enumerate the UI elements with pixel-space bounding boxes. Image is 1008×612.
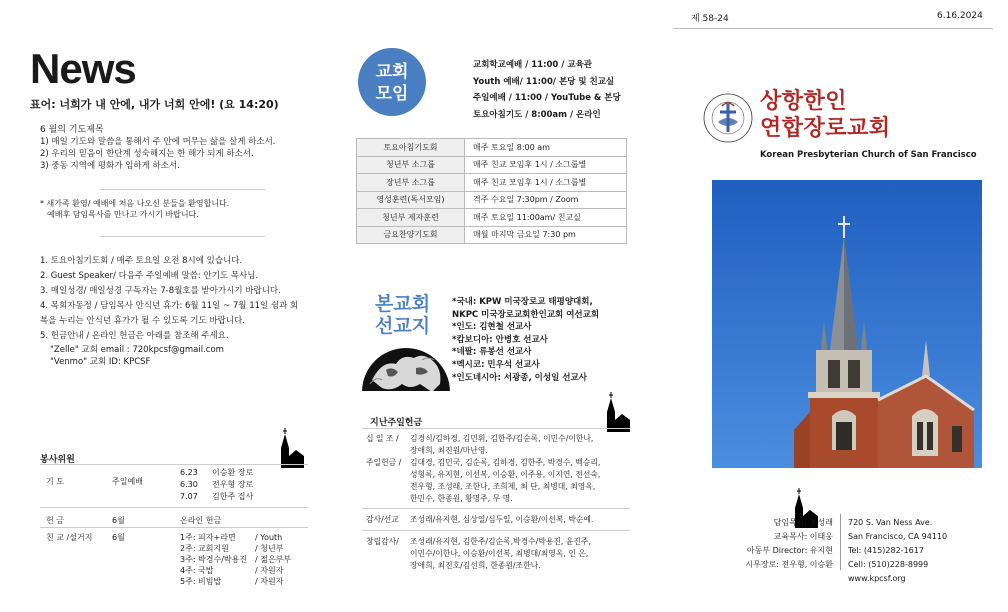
welcome-line: * 새가족 환영/ 예배에 처음 나오신 분들을 환영합니다. — [40, 199, 230, 208]
prayer-duty-names — [212, 467, 253, 503]
group-item: / Youth — [255, 533, 283, 542]
church-building-photo — [712, 180, 982, 468]
issue-date: 6.16.2024 — [937, 11, 983, 21]
globe-icon — [362, 340, 450, 392]
top-divider — [673, 28, 993, 29]
schedule-item: 교회학교예배 / 11:00 / 교육관 — [473, 60, 593, 70]
church-name-line: 연합장로교회 — [760, 116, 891, 141]
duty-date: 6.23 — [180, 468, 198, 477]
group-item: / 젊은부부 — [255, 555, 292, 564]
tithe-names — [410, 433, 593, 457]
schedule-item: 토요아침기도 / 8:00am / 온라인 — [473, 109, 601, 120]
welcome-line: 예배후 담임목사를 만나고 가시기 바랍니다. — [47, 210, 199, 219]
names-line: 조성래/유지현, 심상열/심두일, 이승환/이선복, 박순예. — [410, 515, 594, 524]
names-line: 김대경, 김민국, 김순록, 김하경, 김한주, 박경수, 백승리, — [410, 458, 601, 467]
meeting-time: 매주 친교 모임후 1시 / 소그룹별 — [465, 156, 627, 174]
names-line: 이민수/이한나, 이승환/이선복, 최병대/최영옥, 인 은, — [410, 549, 589, 558]
names-line: 김경식/김하경, 김민휘, 김한주/김순록, 이민수/이한나, — [410, 434, 594, 443]
service-team-title: 봉사위원 — [40, 455, 75, 465]
mission-item: *캄보디아: 안병호 선교사 — [452, 334, 548, 345]
news-title: News — [30, 45, 136, 92]
thanks-label: 감사/선교 — [366, 515, 399, 524]
tithe-label: 십 일 조 / — [366, 434, 399, 443]
issue-number: 제 58-24 — [691, 14, 729, 24]
notice-item: 5. 헌금안내 / 온라인 헌금은 아래를 참조해 주세요. — [40, 331, 229, 341]
mission-item: *인도네시아: 서광종, 이성일 선교사 — [452, 372, 587, 383]
prayer-duty-sub: 주일예배 — [112, 477, 143, 486]
fellowship-weeks — [180, 532, 247, 587]
missions-title-line: 선교지 — [375, 315, 431, 337]
prayer-item: 1) 매일 기도와 말씀을 통해서 주 안에 머무는 삶을 살게 하소서. — [40, 137, 276, 147]
divider — [40, 527, 308, 528]
notice-item: 4. 목회자동정 / 담임목사 안식년 휴가: 6월 11일 ~ 7월 11일 쉼과 회 — [40, 301, 299, 311]
meeting-name: 토요아침기도회 — [357, 139, 465, 157]
church-name-korean — [760, 88, 891, 142]
founding-thanks-names — [410, 536, 591, 572]
meeting-time: 매월 마지막 금요일 7:30 pm — [465, 226, 627, 244]
prayer-duty-dates — [180, 467, 198, 503]
divider — [362, 508, 630, 509]
meeting-time: 매주 친교 모임후 1시 / 소그룹별 — [465, 174, 627, 192]
week-item: 2주: 교회지원 — [180, 544, 229, 553]
offering-duty-label: 헌 금 — [46, 516, 64, 525]
table-row — [357, 226, 627, 244]
divider — [40, 464, 308, 465]
notice-item: 복을 누리는 안식년 휴가가 될 수 있도록 기도 바랍니다. — [40, 316, 245, 326]
notice-item: 1. 토요아침기도회 / 매주 토요일 오전 8시에 있습니다. — [40, 256, 243, 266]
divider — [100, 236, 265, 237]
duty-date: 6.30 — [180, 480, 198, 489]
staff-item: 시무장로: 전우형, 이승환 — [745, 560, 833, 569]
thanks-names — [410, 514, 593, 526]
staff-item: 교육목사: 이태웅 — [773, 532, 833, 541]
prayer-duty-label: 기 도 — [46, 477, 64, 486]
top-bar — [0, 0, 1008, 26]
meeting-name: 영성훈련(독서모임) — [357, 191, 465, 209]
church-name-english: Korean Presbyterian Church of San Francisco — [760, 150, 977, 160]
sunday-offering-label: 주일헌금 / — [366, 458, 402, 467]
phone: Tel: (415)282-1617 — [848, 546, 924, 555]
table-row — [357, 139, 627, 157]
duty-name: 김한주 집사 — [212, 492, 254, 501]
prayer-item: 3) 중동 지역에 평화가 임하게 하소서. — [40, 161, 180, 171]
pcusa-seal-logo — [702, 92, 754, 144]
fellowship-duty-label: 친 교 /설거지 — [46, 533, 93, 542]
notices-list — [40, 254, 308, 368]
meeting-time: 격주 수요일 7:30pm / Zoom — [465, 191, 627, 209]
badge-line: 모임 — [375, 84, 409, 104]
prayer-list — [40, 136, 276, 172]
worship-schedule — [473, 57, 621, 123]
offering-duty-month: 6월 — [112, 516, 125, 525]
badge-line: 교회 — [375, 62, 409, 82]
names-line: 한민수, 한종원, 황명주, 무 명. — [410, 494, 513, 503]
offering-report-title: 지난주일헌금 — [370, 418, 423, 428]
meeting-name: 금요찬양기도회 — [357, 226, 465, 244]
table-row — [357, 156, 627, 174]
names-line: 조성래/유지현, 김한주/김순록,박경수/박용진, 윤진주, — [410, 537, 591, 546]
duty-name: 이승환 장로 — [212, 468, 254, 477]
mission-item: *국내: KPW 미국장로교 태평양대회, — [452, 297, 593, 307]
fellowship-groups — [255, 532, 291, 587]
notice-item: 3. 매일성경/ 매일성경 구독자는 7-8월호를 받아가시기 바랍니다. — [40, 286, 281, 296]
names-line: 장애희, 최진원/마난영. — [410, 446, 488, 455]
staff-item: 아동부 Director: 유지현 — [746, 546, 833, 555]
group-item: / 자원자 — [255, 566, 284, 575]
table-row — [357, 209, 627, 227]
staff-item: 담임목사: 조성래 — [773, 518, 833, 527]
divider — [362, 428, 630, 429]
offering-duty-value: 온라인 헌금 — [180, 516, 222, 525]
mission-item: NKPC 미국장로교회한인교회 여선교회 — [452, 309, 600, 320]
missions-title-line: 본교회 — [375, 293, 431, 315]
missions-title — [375, 293, 430, 337]
table-row — [357, 174, 627, 192]
prayer-title: 6 월의 기도제목 — [40, 125, 104, 135]
address-line: San Francisco, CA 94110 — [848, 532, 948, 541]
mission-item: *인도: 김현철 선교사 — [452, 322, 532, 333]
address-line: 720 S. Van Ness Ave. — [848, 518, 933, 527]
group-item: / 청년부 — [255, 544, 284, 553]
duty-date: 7.07 — [180, 492, 198, 501]
fellowship-duty-month: 6월 — [112, 533, 125, 542]
cell-phone: Cell: (510)228-8999 — [848, 560, 929, 569]
duty-name: 전우형 장로 — [212, 480, 254, 489]
divider — [40, 507, 308, 508]
names-line: 장애희, 최진호/김선희, 한종원/조한나. — [410, 561, 541, 570]
week-item: 4주: 국밥 — [180, 566, 214, 575]
missions-list — [452, 296, 599, 384]
meeting-name: 장년부 소그룹 — [357, 174, 465, 192]
meetings-table — [356, 138, 627, 244]
divider — [840, 514, 841, 570]
meeting-name: 청년부 제자훈련 — [357, 209, 465, 227]
divider — [362, 530, 630, 531]
mission-item: *네팔: 류봉선 선교사 — [452, 347, 532, 358]
week-item: 3주: 박경수/박용진 — [180, 555, 248, 564]
notice-item: 2. Guest Speaker/ 다음주 주일예배 말씀: 안기도 목사님. — [40, 271, 259, 281]
zelle-line: "Zelle" 교회 email : 720kpcsf@gmail.com — [50, 345, 224, 355]
schedule-item: Youth 예배/ 11:00/ 본당 및 친교실 — [473, 76, 615, 87]
names-line: 전우형, 조성래, 조한나, 조희제, 최 단, 최병대, 최영옥, — [410, 482, 596, 491]
group-item: / 자원자 — [255, 577, 284, 586]
website-link[interactable]: www.kpcsf.org — [848, 574, 906, 583]
founding-thanks-label: 창립감사/ — [366, 537, 399, 546]
meeting-time: 매주 토요일 11:00am/ 친교실 — [465, 209, 627, 227]
welcome-note — [40, 198, 229, 220]
names-line: 성형록, 유지현, 이선복, 이승환, 이주용, 이지연, 전선숙, — [410, 470, 601, 479]
church-address — [848, 516, 947, 586]
prayer-item: 2) 우리의 믿음이 한단계 성숙해지는 한 해가 되게 하소서. — [40, 149, 254, 159]
mission-item: *멕시코: 민우석 선교사 — [452, 359, 540, 370]
church-name-line: 상항한인 — [760, 89, 848, 114]
week-item: 5주: 비빔밥 — [180, 577, 222, 586]
divider — [100, 189, 265, 190]
meeting-time: 매주 토요일 8:00 am — [465, 139, 627, 157]
meeting-name: 청년부 소그룹 — [357, 156, 465, 174]
church-steeple-icon — [276, 428, 306, 468]
sunday-offering-names — [410, 457, 600, 505]
schedule-item: 주일예배 / 11:00 / YouTube & 본당 — [473, 93, 621, 103]
table-row — [357, 191, 627, 209]
staff-list — [730, 516, 833, 572]
church-steeple-icon — [602, 392, 632, 432]
week-item: 1주: 피자+라면 — [180, 533, 236, 542]
venmo-line: "Venmo" 교회 ID: KPCSF — [50, 357, 151, 367]
church-meetings-badge — [358, 48, 426, 116]
motto: 표어: 너희가 내 안에, 내가 너희 안에! (요 14:20) — [30, 98, 279, 111]
